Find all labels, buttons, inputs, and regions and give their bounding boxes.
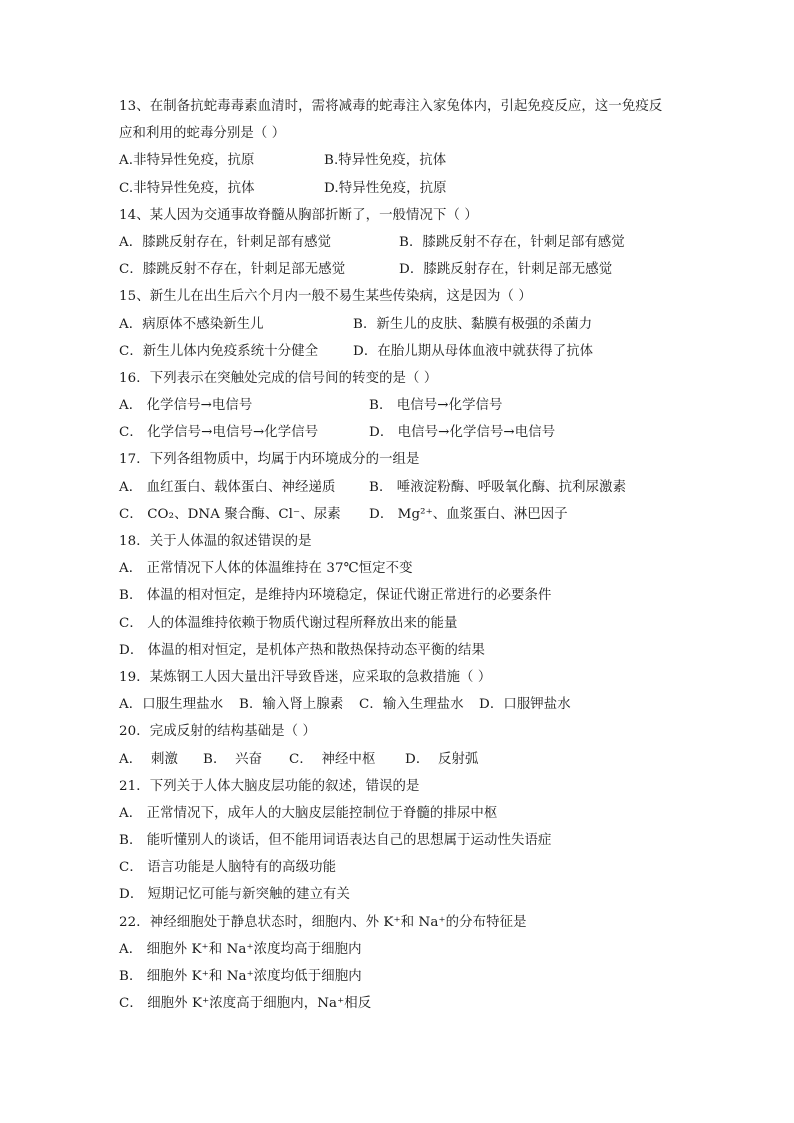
- q17-stem: 17．下列各组物质中，均属于内环境成分的一组是: [119, 452, 420, 468]
- q21-option-a: A． 正常情况下，成年人的大脑皮层能控制位于脊髓的排尿中枢: [119, 805, 498, 821]
- q18-option-b: B． 体温的相对恒定，是维持内环境稳定，保证代谢正常进行的必要条件: [119, 588, 552, 604]
- q13-option-b: B.特异性免疫，抗体: [324, 153, 447, 169]
- q20-option-d: D． 反射弧: [405, 751, 479, 767]
- q22-option-c: C． 细胞外 K⁺浓度高于细胞内，Na⁺相反: [119, 996, 372, 1012]
- q17-options-row2: [119, 501, 679, 528]
- q22-option-a: A． 细胞外 K⁺和 Na⁺浓度均高于细胞内: [119, 941, 362, 957]
- q14-options-row2: [119, 256, 679, 283]
- q16-stem: 16．下列表示在突触处完成的信号间的转变的是（ ）: [119, 370, 438, 386]
- q19-option-c: C．输入生理盐水: [359, 697, 464, 713]
- q16-options-row1: [119, 392, 679, 419]
- q14-option-d: D．膝跳反射存在，针刺足部无感觉: [399, 262, 613, 278]
- q19-option-d: D．口服钾盐水: [479, 697, 571, 713]
- q18-stem: 18．关于人体温的叙述错误的是: [119, 534, 312, 549]
- q18-option-a: A． 正常情况下人体的体温维持在 37℃恒定不变: [119, 561, 413, 577]
- q15-options-row1: [119, 311, 679, 338]
- q16-option-b: B． 电信号→化学信号: [369, 398, 503, 414]
- q22-option-b: B． 细胞外 K⁺和 Na⁺浓度均低于细胞内: [119, 969, 362, 984]
- q15-option-a: A．病原体不感染新生儿: [119, 316, 264, 332]
- q19-option-b: B．输入肾上腺素: [239, 697, 344, 713]
- q19-option-a: A．口服生理盐水: [119, 697, 224, 713]
- q17-option-d: D． Mg²⁺、血浆蛋白、淋巴因子: [369, 506, 568, 522]
- q19-options-row: [119, 691, 679, 718]
- q13-option-c: C.非特异性免疫，抗体: [119, 180, 255, 196]
- q21-option-d: D． 短期记忆可能与新突触的建立有关: [119, 887, 351, 903]
- q16-option-c: C． 化学信号→电信号→化学信号: [119, 425, 319, 441]
- question-list: [119, 93, 679, 1017]
- q15-stem: 15、新生儿在出生后六个月内一般不易生某些传染病，这是因为（ ）: [119, 289, 532, 305]
- q22-stem: 22．神经细胞处于静息状态时，细胞内、外 K⁺和 Na⁺的分布特征是: [119, 914, 527, 930]
- q20-option-c: C． 神经中枢: [289, 751, 376, 767]
- q13-stem-line1: 13、在制备抗蛇毒毒素血清时，需将减毒的蛇毒注入家兔体内，引起免疫反应，这一免疫反: [119, 99, 663, 114]
- q13-option-a: A.非特异性免疫，抗原: [119, 153, 255, 169]
- q13-options-row1: [119, 147, 679, 174]
- q20-option-a: A． 刺激: [119, 751, 178, 767]
- q18-option-c: C． 人的体温维持依赖于物质代谢过程所释放出来的能量: [119, 615, 458, 631]
- q17-options-row1: [119, 474, 679, 501]
- q17-option-b: B． 唾液淀粉酶、呼吸氧化酶、抗利尿激素: [369, 479, 627, 495]
- q16-option-d: D． 电信号→化学信号→电信号: [369, 425, 556, 441]
- q20-options-row: [119, 746, 679, 773]
- q17-option-c: C． CO₂、DNA 聚合酶、Cl⁻、尿素: [119, 506, 341, 522]
- q20-option-b: B． 兴奋: [203, 751, 263, 767]
- q14-option-c: C．膝跳反射不存在，针刺足部无感觉: [119, 262, 346, 278]
- q14-stem: 14、某人因为交通事故脊髓从胸部折断了，一般情况下（ ）: [119, 207, 478, 223]
- q18-option-d: D． 体温的相对恒定，是机体产热和散热保持动态平衡的结果: [119, 642, 485, 658]
- q13-option-d: D.特异性免疫，抗原: [324, 180, 447, 196]
- q15-option-b: B．新生儿的皮肤、黏膜有极强的杀菌力: [353, 316, 593, 332]
- q14-options-row1: [119, 229, 679, 256]
- q21-option-b: B． 能听懂别人的谈话，但不能用词语表达自己的思想属于运动性失语症: [119, 833, 552, 849]
- q13-options-row2: [119, 175, 679, 202]
- q14-option-b: B．膝跳反射不存在，针刺足部有感觉: [399, 234, 625, 250]
- q14-option-a: A．膝跳反射存在，针刺足部有感觉: [119, 234, 332, 250]
- q15-options-row2: [119, 338, 679, 365]
- q16-option-a: A． 化学信号→电信号: [119, 398, 253, 414]
- q13-stem-line2: 应和利用的蛇毒分别是（ ）: [119, 126, 286, 142]
- q15-option-c: C．新生儿体内免疫系统十分健全: [119, 343, 319, 359]
- q20-stem: 20．完成反射的结构基础是（ ）: [119, 724, 316, 740]
- q19-stem: 19．某炼钢工人因大量出汗导致昏迷，应采取的急救措施（ ）: [119, 669, 492, 685]
- q21-stem: 21．下列关于人体大脑皮层功能的叙述，错误的是: [119, 778, 420, 794]
- q15-option-d: D．在胎儿期从母体血液中就获得了抗体: [353, 343, 594, 359]
- q16-options-row2: [119, 419, 679, 446]
- q17-option-a: A． 血红蛋白、载体蛋白、神经递质: [119, 479, 336, 495]
- q21-option-c: C． 语言功能是人脑特有的高级功能: [119, 860, 337, 876]
